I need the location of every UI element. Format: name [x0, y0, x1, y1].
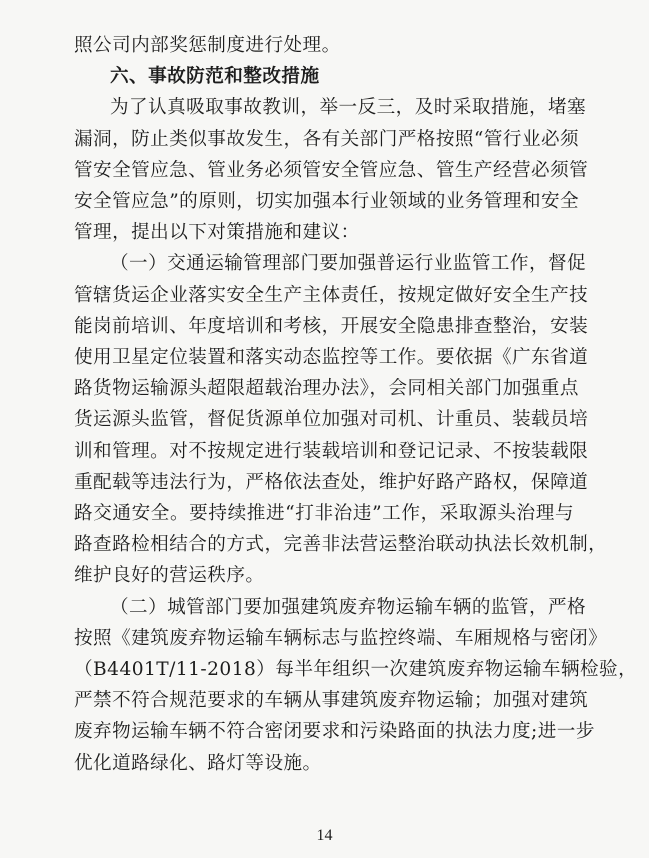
section-heading: 六、事故防范和整改措施	[110, 66, 320, 88]
text-line: 重配载等违法行为，严格依法查处，维护好路产路权，保障道	[74, 471, 589, 493]
page-number: 14	[316, 827, 333, 844]
text-line: 维护良好的营运秩序。	[74, 565, 265, 587]
text-line: 废弃物运输车辆不符合密闭要求和污染路面的执法力度;进一步	[74, 721, 595, 743]
text-line: 能岗前培训、年度培训和考核，开展安全隐患排查整治，安装	[74, 315, 589, 337]
text-line: 管辖货运企业落实安全生产主体责任，按规定做好安全生产技	[74, 284, 589, 306]
text-line: 训和管理。对不按规定进行装载培训和登记记录、不按装载限	[74, 440, 589, 462]
text-line: 安全管应急”的原则，切实加强本行业领域的业务管理和安全	[74, 191, 580, 212]
text-line: 路查路检相结合的方式，完善非法营运整治联动执法长效机制，	[74, 534, 608, 556]
text-line: 照公司内部奖惩制度进行处理。	[74, 35, 341, 56]
text-line: （B4401T/11-2018）每半年组织一次建筑废弃物运输车辆检验，	[74, 659, 638, 680]
text-line: 路交通安全。要持续推进“打非治违”工作，采取源头治理与	[74, 503, 574, 524]
text-line: 使用卫星定位装置和落实动态监控等工作。要依据《广东省道	[74, 347, 589, 368]
text-line: 路货物运输源头超限超载治理办法》，会同相关部门加强重点	[74, 378, 579, 400]
text-line: 严禁不符合规范要求的车辆从事建筑废弃物运输；加强对建筑	[74, 690, 589, 712]
text-line: 优化道路绿化、路灯等设施。	[74, 752, 322, 774]
text-line: 货运源头监管，督促货源单位加强对司机、计重员、装载员培	[74, 409, 589, 431]
text-line: 按照《建筑废弃物运输车辆标志与监控终端、车厢规格与密闭》	[74, 627, 608, 649]
text-line: 漏洞，防止类似事故发生，各有关部门严格按照“管行业必须	[74, 128, 580, 150]
text-line: 管理，提出以下对策措施和建议：	[74, 222, 360, 244]
paragraph-2-start: （二）城管部门要加强建筑废弃物运输车辆的监管，严格	[110, 596, 587, 618]
text-line: 管安全管应急、管业务必须管安全管应急、管生产经营必须管	[74, 159, 589, 181]
paragraph-1-start: （一）交通运输管理部门要加强普运行业监管工作，督促	[110, 253, 587, 275]
text-line: 为了认真吸取事故教训，举一反三，及时采取措施，堵塞	[110, 97, 587, 119]
